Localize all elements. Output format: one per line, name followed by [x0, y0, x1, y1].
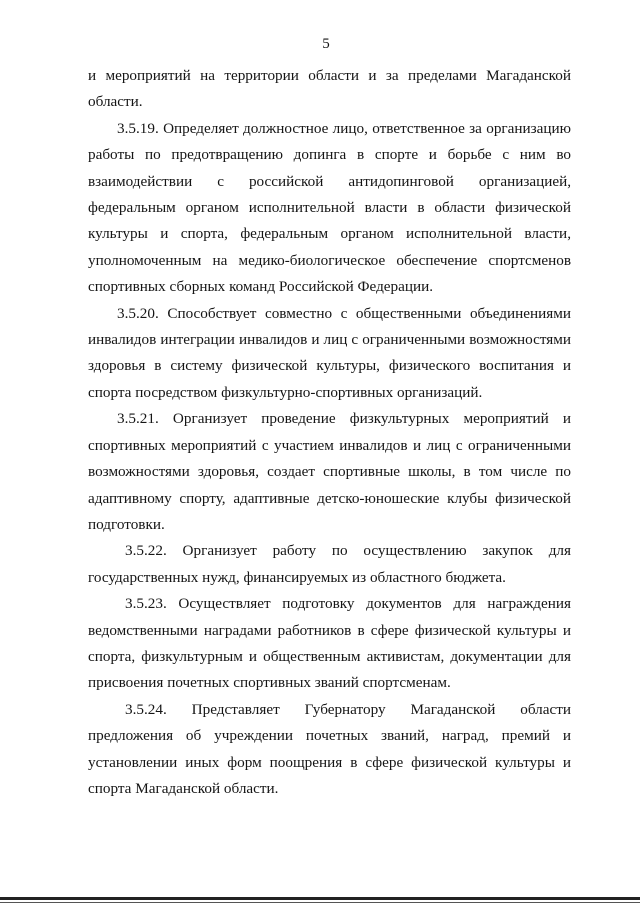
scan-edge-line [0, 897, 640, 900]
document-body [88, 63, 571, 802]
scan-edge-line-thin [0, 902, 640, 903]
paragraph-3-5-22: 3.5.22. Организует работу по осуществлению закупок для государственных нужд, финансируемых из областного бюджета. [88, 542, 571, 586]
paragraph-3-5-19: 3.5.19. Определяет должностное лицо, ответственное за организацию работы по предотвращению допинга в спорте и борьбе с ним во взаимодействии с российской антидопинговой организацией, федеральным органом исполнительной власти в области физической культуры и спорта, федеральным органом исполнительной власти, уполномоченным на медико-биологическое обеспечение спортсменов спортивных сборных команд Российской Федерации. [88, 119, 571, 296]
paragraph-continuation: и мероприятий на территории области и за пределами Магаданской области. [88, 67, 571, 111]
paragraph-3-5-21: 3.5.21. Организует проведение физкультурных мероприятий и спортивных мероприятий с участием инвалидов и лиц с ограниченными возможностями здоровья, создает спортивные школы, в том числе по адаптивному спорту, адаптивные детско-юношеские клубы физической подготовки. [88, 410, 571, 533]
paragraph-3-5-20: 3.5.20. Способствует совместно с общественными объединениями инвалидов интеграции инвалидов и лиц с ограниченными возможностями здоровья в систему физической культуры, физического воспитания и спорта посредством физкультурно-спортивных организаций. [88, 304, 571, 401]
paragraph-3-5-23: 3.5.23. Осуществляет подготовку документов для награждения ведомственными наградами работников в сфере физической культуры и спорта, физкультурным и общественным активистам, документации для присвоения почетных спортивных званий спортсменам. [88, 595, 571, 692]
page-number: 5 [322, 36, 330, 52]
paragraph-3-5-24: 3.5.24. Представляет Губернатору Магаданской области предложения об учреждении почетных званий, наград, премий и установлении иных форм поощрения в сфере физической культуры и спорта Магаданской области. [88, 700, 571, 797]
